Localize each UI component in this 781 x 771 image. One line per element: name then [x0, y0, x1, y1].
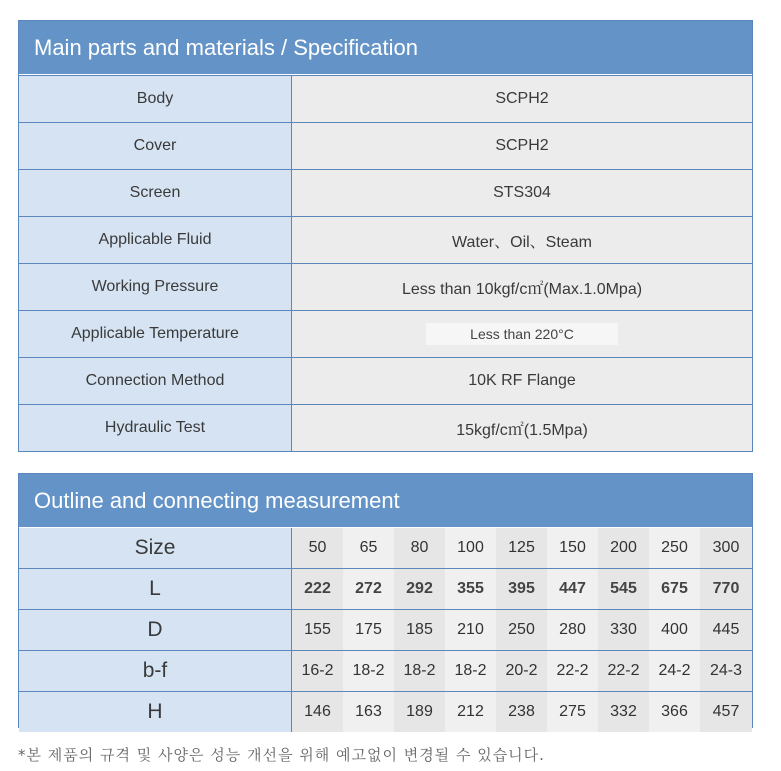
- spec-table: [18, 20, 753, 452]
- measurement-cell: 200: [598, 528, 649, 568]
- measurement-row-label: D: [19, 610, 292, 650]
- measurement-cell: 175: [343, 610, 394, 650]
- measurement-cell: 330: [598, 610, 649, 650]
- spec-value: Less than 10kgf/c㎡(Max.1.0Mpa): [292, 264, 752, 310]
- measurement-cell: 18-2: [394, 651, 445, 691]
- measurement-row-cells: [292, 692, 752, 732]
- measurement-row-cells: [292, 610, 752, 650]
- measurement-cell: 238: [496, 692, 547, 732]
- measurement-cell: 300: [700, 528, 752, 568]
- measurement-table-title: Outline and connecting measurement: [19, 474, 752, 528]
- measurement-cell: 210: [445, 610, 496, 650]
- measurement-row-h: [19, 691, 752, 732]
- spec-label: Connection Method: [19, 358, 292, 404]
- measurement-cell: 280: [547, 610, 598, 650]
- measurement-cell: 18-2: [445, 651, 496, 691]
- spec-value: 15kgf/c㎡(1.5Mpa): [292, 405, 752, 451]
- spec-row-screen: [19, 169, 752, 216]
- spec-row-applicable-fluid: [19, 216, 752, 263]
- measurement-row-cells: [292, 569, 752, 609]
- measurement-cell: 272: [343, 569, 394, 609]
- measurement-cell: 185: [394, 610, 445, 650]
- measurement-cell: 24-3: [700, 651, 752, 691]
- measurement-row-cells: [292, 528, 752, 568]
- measurement-row-b-f: [19, 650, 752, 691]
- spec-label: Applicable Fluid: [19, 217, 292, 263]
- spec-row-connection-method: [19, 357, 752, 404]
- measurement-cell: 445: [700, 610, 752, 650]
- measurement-cell: 395: [496, 569, 547, 609]
- spec-label: Body: [19, 76, 292, 122]
- spec-table-title: Main parts and materials / Specification: [19, 21, 752, 75]
- measurement-row-d: [19, 609, 752, 650]
- measurement-cell: 50: [292, 528, 343, 568]
- measurement-row-label: Size: [19, 528, 292, 568]
- measurement-cell: 250: [649, 528, 700, 568]
- measurement-cell: 400: [649, 610, 700, 650]
- measurement-cell: 355: [445, 569, 496, 609]
- spec-row-hydraulic-test: [19, 404, 752, 451]
- measurement-cell: 212: [445, 692, 496, 732]
- disclaimer-note: *본 제품의 규격 및 사양은 성능 개선을 위해 예고없이 변경될 수 있습니다.: [18, 746, 545, 764]
- measurement-table-body: [19, 528, 752, 732]
- spec-value: SCPH2: [292, 123, 752, 169]
- measurement-cell: 332: [598, 692, 649, 732]
- measurement-row-cells: [292, 651, 752, 691]
- measurement-cell: 65: [343, 528, 394, 568]
- measurement-cell: 366: [649, 692, 700, 732]
- measurement-cell: 189: [394, 692, 445, 732]
- measurement-row-size: [19, 528, 752, 568]
- measurement-cell: 22-2: [547, 651, 598, 691]
- measurement-cell: 16-2: [292, 651, 343, 691]
- spec-row-working-pressure: [19, 263, 752, 310]
- measurement-row-label: H: [19, 692, 292, 732]
- measurement-cell: 100: [445, 528, 496, 568]
- spec-label: Applicable Temperature: [19, 311, 292, 357]
- spec-label: Cover: [19, 123, 292, 169]
- measurement-cell: 545: [598, 569, 649, 609]
- measurement-cell: 80: [394, 528, 445, 568]
- spec-value: STS304: [292, 170, 752, 216]
- spec-row-cover: [19, 122, 752, 169]
- measurement-row-l: [19, 568, 752, 609]
- measurement-cell: 125: [496, 528, 547, 568]
- spec-value: SCPH2: [292, 76, 752, 122]
- spec-value: 10K RF Flange: [292, 358, 752, 404]
- spec-value: [292, 311, 752, 357]
- spec-label: Working Pressure: [19, 264, 292, 310]
- measurement-cell: 292: [394, 569, 445, 609]
- measurement-cell: 770: [700, 569, 752, 609]
- measurement-cell: 222: [292, 569, 343, 609]
- spec-label: Hydraulic Test: [19, 405, 292, 451]
- spec-label: Screen: [19, 170, 292, 216]
- spec-value: Water、Oil、Steam: [292, 217, 752, 263]
- measurement-cell: 163: [343, 692, 394, 732]
- measurement-cell: 457: [700, 692, 752, 732]
- spec-row-applicable-temperature: [19, 310, 752, 357]
- measurement-cell: 155: [292, 610, 343, 650]
- measurement-cell: 150: [547, 528, 598, 568]
- measurement-row-label: b-f: [19, 651, 292, 691]
- measurement-cell: 146: [292, 692, 343, 732]
- measurement-cell: 275: [547, 692, 598, 732]
- measurement-cell: 447: [547, 569, 598, 609]
- measurement-cell: 20-2: [496, 651, 547, 691]
- spec-row-body: [19, 75, 752, 122]
- measurement-cell: 22-2: [598, 651, 649, 691]
- measurement-cell: 18-2: [343, 651, 394, 691]
- measurement-row-label: L: [19, 569, 292, 609]
- measurement-cell: 24-2: [649, 651, 700, 691]
- measurement-cell: 250: [496, 610, 547, 650]
- spec-value-chip: Less than 220°C: [426, 323, 618, 345]
- measurement-cell: 675: [649, 569, 700, 609]
- measurement-table: [18, 473, 753, 728]
